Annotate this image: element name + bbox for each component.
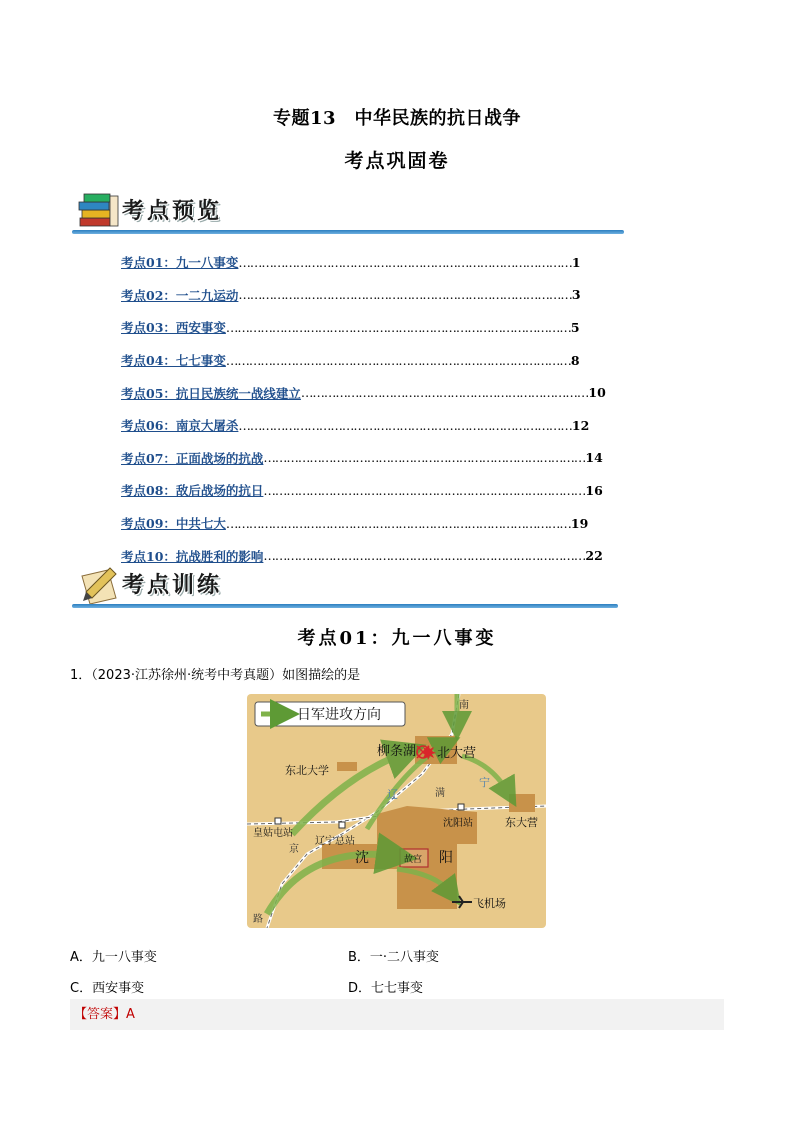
label-airport: 飞机场	[473, 897, 506, 910]
toc-page-number: 8	[570, 352, 580, 368]
toc-leader-dots: …………………………………………………………………………	[263, 450, 586, 466]
option-b[interactable]: B．一·二八事变	[348, 950, 440, 965]
label-manchu: 满	[435, 788, 445, 799]
toc-link[interactable]: 考点01：九一八事变	[121, 255, 239, 271]
toc-row[interactable]	[121, 246, 681, 279]
toc-page-number: 16	[585, 482, 603, 498]
toc-row[interactable]	[121, 279, 681, 312]
question-stem: 1．（2023·江苏徐州·统考中考真题）如图描绘的是	[70, 668, 361, 683]
toc-leader-dots: ………………………………………………………………………………	[225, 515, 571, 531]
books-icon	[76, 188, 122, 234]
toc-link[interactable]: 考点02：一二九运动	[121, 287, 239, 303]
toc-leader-dots: …………………………………………………………………………	[263, 482, 586, 498]
toc-page-number: 3	[571, 287, 581, 303]
preview-banner-text: 考点预览	[122, 199, 223, 224]
toc-link[interactable]: 考点03：西安事变	[121, 320, 226, 336]
option-a[interactable]: A．九一八事变	[70, 950, 157, 965]
label-lu: 路	[253, 914, 263, 925]
section-heading: 考点01：九一八事变	[297, 628, 497, 649]
toc-leader-dots: ……………………………………………………………………………	[238, 254, 572, 270]
preview-banner	[72, 188, 632, 240]
liaoning-station-icon	[339, 822, 345, 828]
toc-page-number: 10	[588, 385, 606, 401]
mukden-incident-map	[247, 694, 546, 928]
toc-row[interactable]	[121, 442, 681, 475]
toc-link[interactable]: 考点09：中共七大	[121, 516, 226, 532]
toc-row[interactable]	[121, 409, 681, 442]
training-banner	[72, 562, 632, 614]
toc-page-number: 14	[585, 450, 603, 466]
toc-leader-dots: ………………………………………………………………………………	[225, 352, 571, 368]
label-yang: 阳	[439, 850, 453, 866]
dongdaying-block	[509, 794, 535, 812]
toc-leader-dots: …………………………………………………………………	[300, 385, 589, 401]
label-jing: 京	[289, 844, 299, 855]
label-gugong: 故宫	[404, 855, 423, 865]
toc-page-number: 5	[570, 319, 580, 335]
toc-page-number: 12	[571, 417, 590, 433]
answer-label: 【答案】	[74, 1007, 127, 1022]
toc-page-number: 22	[585, 548, 603, 564]
toc-row[interactable]	[121, 507, 681, 540]
toc-page-number: 1	[571, 254, 581, 270]
answer-value: A	[126, 1007, 135, 1022]
label-dongdaying: 东大营	[505, 816, 538, 829]
toc-link[interactable]: 考点04：七七事变	[121, 353, 226, 369]
dongbei-univ-block	[337, 762, 357, 771]
document-subtitle: 考点巩固卷	[344, 150, 450, 172]
label-shenyang-station: 沈阳站	[443, 818, 473, 829]
label-beidaying: 北大营	[437, 746, 477, 761]
toc-row[interactable]	[121, 311, 681, 344]
toc-leader-dots: ……………………………………………………………………………	[238, 287, 572, 303]
training-banner-line	[72, 604, 618, 608]
toc-leader-dots: …………………………………………………………………………	[263, 548, 586, 564]
toc-row[interactable]	[121, 344, 681, 377]
map-svg	[247, 694, 546, 928]
label-huanggutun: 皇姑屯站	[253, 828, 293, 839]
explosion-icon	[421, 745, 436, 760]
training-banner-text: 考点训练	[122, 573, 223, 598]
label-liutiaohu: 柳条湖	[377, 744, 417, 759]
table-of-contents	[121, 246, 681, 572]
pencil-paper-icon	[76, 562, 122, 608]
shenyang-station-icon	[458, 804, 464, 810]
toc-row[interactable]	[121, 376, 681, 409]
label-ning: 宁	[479, 776, 490, 789]
label-dongbei-univ: 东北大学	[285, 764, 329, 777]
toc-leader-dots: ………………………………………………………………………………	[225, 319, 571, 335]
document-title: 专题13 中华民族的抗日战争	[272, 108, 522, 129]
answer-box	[70, 999, 724, 1030]
preview-banner-line	[72, 230, 624, 234]
toc-link[interactable]: 考点07：正面战场的抗战	[121, 450, 264, 466]
toc-row[interactable]	[121, 474, 681, 507]
label-liaoning-station: 辽宁总站	[315, 836, 355, 847]
toc-leader-dots: ……………………………………………………………………………	[238, 417, 572, 433]
label-shen: 沈	[355, 850, 369, 866]
label-south: 南	[459, 700, 469, 711]
toc-link[interactable]: 考点06：南京大屠杀	[121, 418, 239, 434]
option-c[interactable]: C．西安事变	[70, 981, 145, 996]
legend-text: 日军进攻方向	[297, 707, 381, 723]
toc-link[interactable]: 考点10：抗战胜利的影响	[121, 548, 264, 564]
toc-link[interactable]: 考点08：敌后战场的抗日	[121, 483, 264, 499]
label-liao: 辽	[387, 788, 398, 801]
toc-link[interactable]: 考点05：抗日民族统一战线建立	[121, 385, 301, 401]
huanggutun-station-icon	[275, 818, 281, 824]
toc-page-number: 19	[570, 515, 589, 531]
option-d[interactable]: D．七七事变	[348, 981, 424, 996]
